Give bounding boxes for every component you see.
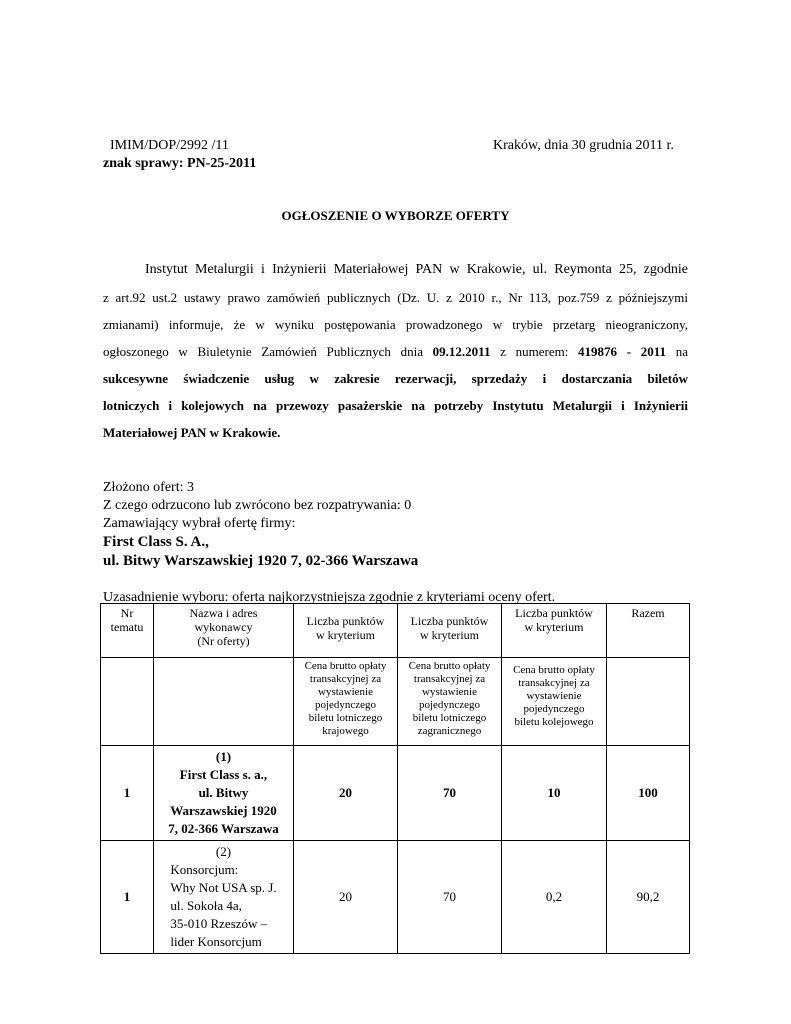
body-line-3: zmianami) informuje, że w wyniku postępowania prowadzonego w trybie przetarg nieograniczony, — [103, 317, 688, 332]
row-1-criterion-3: 10 — [502, 746, 607, 841]
subheader-criterion-3 — [502, 658, 607, 746]
sub-crit2-line-1: Cena brutto opłaty — [408, 660, 491, 672]
row-1-criterion-2: 70 — [398, 746, 502, 841]
offers-rejected: Z czego odrzucono lub zwrócono bez rozpatrywania: 0 — [103, 498, 412, 513]
header-crit2-line-2: w kryterium — [420, 628, 479, 642]
sub-crit3-line-4: pojedynczego — [523, 703, 585, 715]
winner-address: ul. Bitwy Warszawskiej 1920 7, 02-366 Warszawa — [103, 553, 419, 569]
sub-crit2-line-4: pojedynczego — [418, 699, 481, 711]
row-2-criterion-2: 70 — [398, 841, 502, 954]
sub-crit2-line-5: biletu lotniczego — [412, 712, 487, 724]
subheader-empty-nr — [101, 658, 154, 746]
row-2-nr: 1 — [101, 841, 154, 954]
table-subheader-row — [101, 658, 690, 746]
body-line-2: z art.92 ust.2 ustawy prawo zamówień publicznych (Dz. U. z 2010 r., Nr 113, poz.759 z późniejszymi — [103, 290, 688, 305]
subject-line-3: Materiałowej PAN w Krakowie. — [103, 425, 281, 440]
table-row — [101, 746, 690, 841]
body-line-4-a: ogłoszonego w Biuletynie Zamówień Publicznych dnia — [103, 344, 423, 359]
case-sign: znak sprawy: PN-25-2011 — [103, 156, 257, 171]
header-name-line-2: wykonawcy — [194, 620, 253, 634]
header-nr — [101, 604, 154, 658]
row-1-name-line-4: Warszawskiej 1920 — [170, 803, 277, 818]
row-1-criterion-1: 20 — [294, 746, 398, 841]
body-line-1: Instytut Metalurgii i Inżynierii Materiałowej PAN w Krakowie, ul. Reymonta 25, zgodnie — [145, 262, 688, 277]
row-1-name — [154, 746, 294, 841]
winner-name: First Class S. A., — [103, 534, 209, 550]
row-2-total: 90,2 — [607, 841, 690, 954]
header-name-line-1: Nazwa i adres — [189, 606, 258, 620]
body-line-4 — [103, 344, 688, 360]
row-1-name-line-1: (1) — [215, 749, 232, 764]
sub-crit1-line-1: Cena brutto opłaty — [304, 660, 387, 672]
header-name-line-3: (Nr oferty) — [197, 634, 250, 648]
header-name — [154, 604, 294, 658]
subheader-criterion-2 — [398, 658, 502, 746]
sub-crit1-line-3: wystawienie — [318, 686, 373, 698]
table-row — [101, 841, 690, 954]
header-criterion-2 — [398, 604, 502, 658]
sub-crit3-line-1: Cena brutto opłaty — [513, 664, 595, 676]
header-total: Razem — [607, 604, 690, 658]
document-title: OGŁOSZENIE O WYBORZE OFERTY — [281, 208, 510, 223]
body-line-4-c: na — [675, 344, 689, 359]
body-line-6 — [103, 398, 688, 414]
row-2-name-line-1: (2) — [215, 844, 232, 859]
header-criterion-1 — [294, 604, 398, 658]
row-1-total: 100 — [607, 746, 690, 841]
body-line-7 — [103, 425, 688, 441]
row-2-name — [154, 841, 294, 954]
subheader-empty-name — [154, 658, 294, 746]
sub-crit3-line-3: wystawienie — [526, 690, 582, 702]
row-1-name-line-2: First Class s. a., — [179, 767, 268, 782]
sub-crit1-line-4: pojedynczego — [314, 699, 377, 711]
header-crit1-line-2: w kryterium — [316, 628, 375, 642]
selected-intro: Zamawiający wybrał ofertę firmy: — [103, 516, 296, 531]
reference-number: IMIM/DOP/2992 /11 — [110, 138, 229, 153]
row-1-name-line-5: 7, 02-366 Warszawa — [168, 821, 279, 836]
row-2-criterion-1: 20 — [294, 841, 398, 954]
subject-line-1: sukcesywne świadczenie usług w zakresie rezerwacji, sprzedaży i dostarczania biletów — [103, 371, 688, 386]
header-crit3-line-2: w kryterium — [524, 620, 584, 634]
row-2-name-line-5: 35-010 Rzeszów – — [170, 916, 268, 931]
body-line-5 — [103, 371, 688, 387]
header-nr-line-2: tematu — [110, 620, 144, 634]
sub-crit3-line-2: transakcyjnej za — [518, 677, 590, 689]
announcement-date: 09.12.2011 — [432, 344, 491, 359]
sub-crit3-line-5: biletu kolejowego — [514, 716, 594, 728]
sub-crit1-line-5: biletu lotniczego — [308, 712, 383, 724]
body-line-4-b: z numerem: — [500, 344, 569, 359]
sub-crit1-line-6: krajowego — [322, 725, 369, 737]
header-crit2-line-1: Liczba punktów — [410, 614, 489, 628]
row-1-nr: 1 — [101, 746, 154, 841]
justification: Uzasadnienie wyboru: oferta najkorzystniejsza zgodnie z kryteriami oceny ofert. — [103, 590, 556, 605]
sub-crit2-line-3: wystawienie — [422, 686, 477, 698]
header-criterion-3 — [502, 604, 607, 658]
offers-submitted: Złożono ofert: 3 — [103, 480, 194, 495]
sub-crit2-line-2: transakcyjnej za — [413, 673, 486, 685]
sub-crit2-line-6: zagranicznego — [417, 725, 482, 737]
subheader-criterion-1 — [294, 658, 398, 746]
header-crit1-line-1: Liczba punktów — [306, 614, 385, 628]
place-date: Kraków, dnia 30 grudnia 2011 r. — [493, 138, 674, 153]
row-2-name-line-2: Konsorcjum: — [170, 862, 239, 877]
header-nr-line-1: Nr — [120, 606, 134, 620]
row-2-criterion-3: 0,2 — [502, 841, 607, 954]
sub-crit1-line-2: transakcyjnej za — [309, 673, 382, 685]
table-header-row — [101, 604, 690, 658]
announcement-number: 419876 - 2011 — [578, 344, 667, 359]
subheader-empty-total — [607, 658, 690, 746]
row-2-name-line-4: ul. Sokoła 4a, — [170, 898, 242, 913]
row-1-name-line-3: ul. Bitwy — [198, 785, 249, 800]
header-crit3-line-1: Liczba punktów — [515, 606, 593, 620]
subject-line-2: lotniczych i kolejowych na przewozy pasażerskie na potrzeby Instytutu Metalurgii i Inżynierii — [103, 398, 688, 413]
row-2-name-line-6: lider Konsorcjum — [170, 934, 262, 949]
row-2-name-line-3: Why Not USA sp. J. — [170, 880, 277, 895]
evaluation-table — [100, 603, 690, 954]
